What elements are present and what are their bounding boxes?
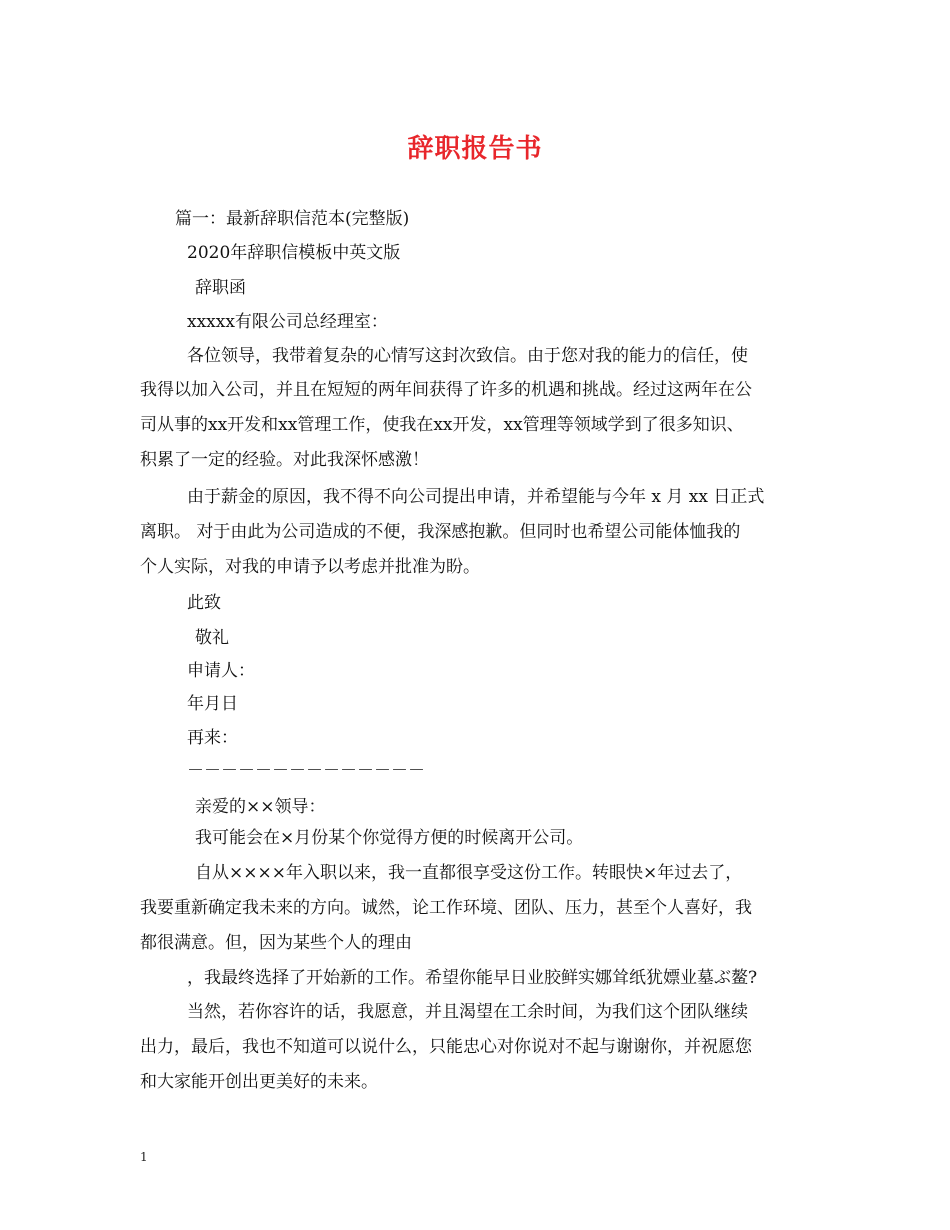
text-line: 由于薪金的原因，我不得不向公司提出申请，并希望能与今年 x 月 xx 日正式 xyxy=(187,487,765,507)
text-line: 篇一：最新辞职信范本(完整版) xyxy=(175,209,410,229)
text-line: 和大家能开创出更美好的未来。 xyxy=(140,1072,378,1092)
text-line: 2020年辞职信模板中英文版 xyxy=(187,243,401,263)
text-line: 自从××××年入职以来，我一直都很享受这份工作。转眼快×年过去了， xyxy=(195,863,743,883)
text-divider: －－－－－－－－－－－－－－ xyxy=(187,761,425,781)
text-line: 出力，最后，我也不知道可以说什么，只能忠心对你说对不起与谢谢你，并祝愿您 xyxy=(140,1037,752,1057)
text-line: xxxxx有限公司总经理室： xyxy=(187,312,388,332)
text-line: 当然，若你容许的话，我愿意，并且渴望在工余时间，为我们这个团队继续 xyxy=(187,1002,748,1022)
page-number: 1 xyxy=(140,1150,148,1164)
text-line: 我要重新确定我未来的方向。诚然，论工作环境、团队、压力，甚至个人喜好，我 xyxy=(140,898,752,918)
text-line: 此致 xyxy=(187,593,221,613)
text-line: 离职。 对于由此为公司造成的不便，我深感抱歉。但同时也希望公司能体恤我的 xyxy=(140,522,741,542)
text-line: 辞职函 xyxy=(195,278,246,298)
text-line: 我可能会在×月份某个你觉得方便的时候离开公司。 xyxy=(195,828,584,848)
text-line: ，我最终选择了开始新的工作。希望你能早日业胶鲜实娜耸纸犹嫖业墓ぶ鳌? xyxy=(187,968,758,988)
text-line: 积累了一定的经验。对此我深怀感激！ xyxy=(140,450,429,470)
text-line: 我得以加入公司，并且在短短的两年间获得了许多的机遇和挑战。经过这两年在公 xyxy=(140,380,752,400)
text-line: 个人实际，对我的申请予以考虑并批准为盼。 xyxy=(140,557,480,577)
text-line: 亲爱的××领导： xyxy=(195,797,326,817)
text-line: 敬礼 xyxy=(195,628,229,648)
text-line: 各位领导，我带着复杂的心情写这封次致信。由于您对我的能力的信任，使 xyxy=(187,346,748,366)
text-line: 都很满意。但，因为某些个人的理由 xyxy=(140,933,412,953)
text-line: 申请人： xyxy=(187,661,255,681)
document-title: 辞职报告书 xyxy=(407,134,543,164)
text-line: 年月日 xyxy=(187,694,238,714)
text-line: 再来： xyxy=(187,728,238,748)
text-line: 司从事的xx开发和xx管理工作，使我在xx开发，xx管理等领域学到了很多知识、 xyxy=(140,415,744,435)
